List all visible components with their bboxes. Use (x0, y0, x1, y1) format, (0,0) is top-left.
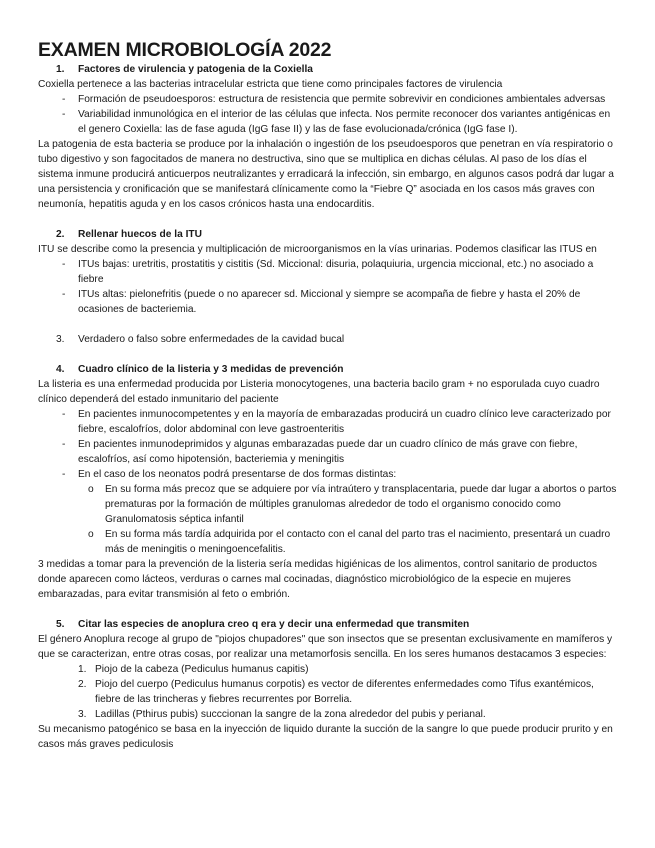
circle-bullet-icon: o (88, 529, 94, 540)
dash-bullet-icon: - (62, 469, 66, 480)
section-paragraph-4: 3 medidas a tomar para la prevención de la listeria sería medidas higiénicas de los alimentos, control sanitario de productos donde aparecen como lácteos, verduras o carnes mal cocinadas, diagnóstico microbiológico de la especie en mujeres embarazadas, para evitar transmisión al feto o embrión. (38, 559, 597, 600)
document-page (38, 38, 618, 752)
list-item: - En pacientes inmunocompetentes y en la mayoría de embarazadas producirá un cuadro clínico leve caracterizado por fiebre, escalofríos, dolor abdominal con leve gastroenteritis (62, 409, 611, 435)
sub-list-item: o En su forma más precoz que se adquiere por vía intraútero y transplacentaria, puede dar lugar a abortos o partos prematuras por la formación de múltiples granulomas alrededor de todo el organismo conocido como Granulomatosis séptica infantil (88, 484, 617, 525)
document-title: EXAMEN MICROBIOLOGÍA 2022 (38, 39, 332, 61)
section-heading-1: 1. Factores de virulencia y patogenia de la Coxiella (56, 64, 313, 75)
section-heading-2: 2. Rellenar huecos de la ITU (56, 229, 202, 240)
section-intro-2: ITU se describe como la presencia y multiplicación de microorganismos en la vías urinarias. Podemos clasificar las ITUS en (38, 244, 597, 255)
section-heading-5: 5. Citar las especies de anoplura creo q era y decir una enfermedad que transmiten (56, 619, 470, 630)
section-intro-1: Coxiella pertenece a las bacterias intracelular estricta que tiene como principales factores de virulencia (38, 79, 503, 90)
list-item: - En pacientes inmunodeprimidos y algunas embarazadas puede dar un cuadro clínico de más grave con fiebre, escalofríos, así como hipotensión, bacteriemia y meningitis (62, 439, 578, 465)
list-item: - ITUs bajas: uretritis, prostatitis y cistitis (Sd. Miccional: disuria, polaquiuria, urgencia miccional, etc.) no asociado a fiebre (62, 259, 594, 285)
dash-bullet-icon: - (62, 409, 66, 420)
dash-bullet-icon: - (62, 289, 66, 300)
numbered-item: 3. Ladillas (Pthirus pubis) succcionan la sangre de la zona alrededor del pubis y perianal. (78, 709, 486, 720)
section-paragraph-1: La patogenia de esta bacteria se produce por la inhalación o ingestión de los pseudoesporos que penetran en vía respiratorio o tubo digestivo y son fagocitados de manera no destructiva, sino que se multiplica en dichas células. Al paso de los días el sistema inmune producirá anticuerpos neutralizantes y erradicará la infección, sin embargo, en algunos casos podrá dar lugar a una persistencia y cronificación que se manifestará clínicamente como la “Fiebre Q” asociada en los casos más graves con neumonía, hepatitis aguda y en los casos crónicos hasta una endocarditis. (38, 139, 614, 210)
numbered-item: 1. Piojo de la cabeza (Pediculus humanus capitis) (78, 664, 309, 675)
dash-bullet-icon: - (62, 109, 66, 120)
section-intro-4: La listeria es una enfermedad producida por Listeria monocytogenes, una bacteria bacilo gram + no esporulada cuyo cuadro clínico dependerá del estado inmunitario del paciente (38, 379, 600, 405)
numbered-item: 2. Piojo del cuerpo (Pediculus humanus corpotis) es vector de diferentes enfermedades como Tifus exantémicos, fiebre de las trincheras y fiebres recurrentes por Borrelia. (78, 679, 594, 705)
circle-bullet-icon: o (88, 484, 94, 495)
dash-bullet-icon: - (62, 94, 66, 105)
section-paragraph-5: Su mecanismo patogénico se basa en la inyección de liquido durante la succión de la sangre lo que puede producir prurito y en casos más graves pediculosis (38, 724, 613, 750)
dash-bullet-icon: - (62, 439, 66, 450)
sub-list-item: o En su forma más tardía adquirida por el contacto con el canal del parto tras el nacimiento, presentará un cuadro más de meningitis o meningoencefalitis. (88, 529, 611, 555)
list-item: - Formación de pseudoesporos: estructura de resistencia que permite sobrevivir en condiciones ambientales adversas (62, 94, 606, 105)
dash-bullet-icon: - (62, 259, 66, 270)
list-item: - Variabilidad inmunológica en el interior de las células que infecta. Nos permite reconocer dos variantes antigénicas en el genero Coxiella: las de fase aguda (IgG fase II) y las de fase evolucionada/crónica (IgG fase I). (62, 109, 611, 135)
section-heading-4: 4. Cuadro clínico de la listeria y 3 medidas de prevención (56, 364, 344, 375)
list-item: - En el caso de los neonatos podrá presentarse de dos formas distintas: (62, 469, 397, 480)
list-item: - ITUs altas: pielonefritis (puede o no aparecer sd. Miccional y siempre se acompaña de fiebre y hasta el 20% de ocasiones de bacteriemia. (62, 289, 581, 315)
section-intro-5: El género Anoplura recoge al grupo de "piojos chupadores" que son insectos que se presentan exclusivamente en mamíferos y que se caracterizan, entre otras cosas, por realizar una metamorfosis sencilla. En los seres humanos destacamos 3 especies: (38, 634, 613, 660)
section-heading-3: 3. Verdadero o falso sobre enfermedades de la cavidad bucal (56, 334, 345, 345)
